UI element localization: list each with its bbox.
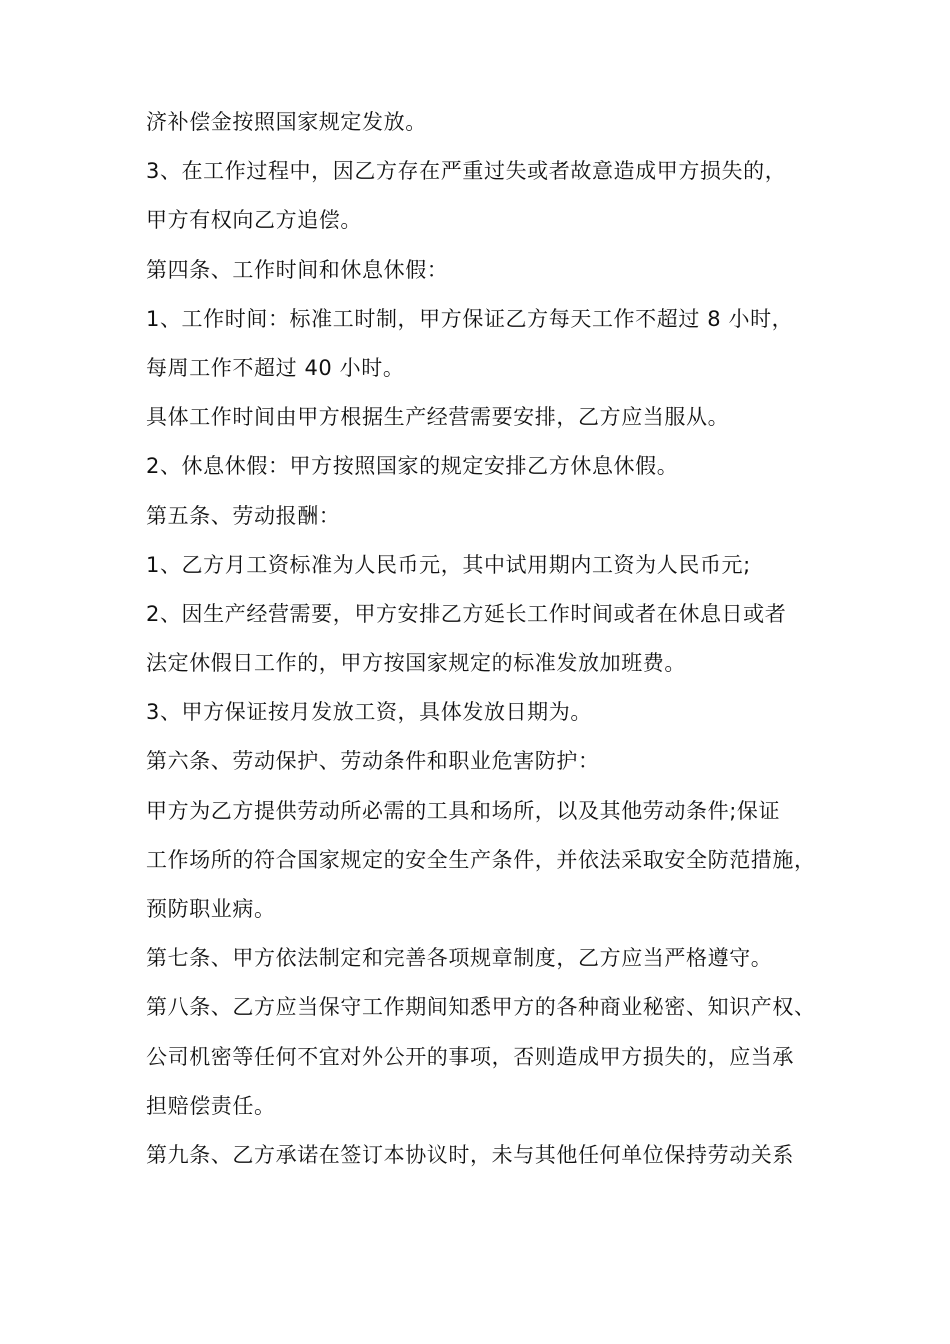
section-heading: 第四条、工作时间和休息休假： [146, 257, 449, 282]
text-line: 甲方有权向乙方追偿。 [146, 208, 362, 233]
text-line: 法定休假日工作的，甲方按国家规定的标准发放加班费。 [146, 651, 686, 676]
text-line: 甲方为乙方提供劳动所必需的工具和场所，以及其他劳动条件;保证 [146, 798, 781, 823]
text-line: 公司机密等任何不宜对外公开的事项，否则造成甲方损失的，应当承 [146, 1044, 794, 1069]
text-line: 具体工作时间由甲方根据生产经营需要安排，乙方应当服从。 [146, 405, 730, 430]
text-line: 每周工作不超过 40 小时。 [146, 355, 405, 380]
text-line: 济补偿金按照国家规定发放。 [146, 110, 427, 134]
document-body [146, 98, 826, 1180]
text-line: 工作场所的符合国家规定的安全生产条件，并依法采取安全防范措施， [146, 847, 816, 872]
section-heading: 第七条、甲方依法制定和完善各项规章制度，乙方应当严格遵守。 [146, 946, 773, 971]
text-line: 3、在工作过程中，因乙方存在严重过失或者故意造成甲方损失的， [146, 159, 787, 184]
text-line: 2、休息休假：甲方按照国家的规定安排乙方休息休假。 [146, 454, 679, 479]
section-heading: 第六条、劳动保护、劳动条件和职业危害防护： [146, 749, 600, 774]
text-line: 1、乙方月工资标准为人民币元，其中试用期内工资为人民币元; [146, 552, 751, 577]
text-line: 2、因生产经营需要，甲方安排乙方延长工作时间或者在休息日或者 [146, 601, 787, 626]
text-line: 预防职业病。 [146, 897, 276, 921]
section-heading: 第五条、劳动报酬： [146, 503, 341, 528]
section-heading: 第八条、乙方应当保守工作期间知悉甲方的各种商业秘密、知识产权、 [146, 995, 816, 1020]
text-line: 担赔偿责任。 [146, 1093, 276, 1118]
text-line: 3、甲方保证按月发放工资，具体发放日期为。 [146, 700, 592, 725]
section-heading: 第九条、乙方承诺在签订本协议时，未与其他任何单位保持劳动关系 [146, 1142, 794, 1167]
text-line: 1、工作时间：标准工时制，甲方保证乙方每天工作不超过 8 小时， [146, 306, 794, 331]
